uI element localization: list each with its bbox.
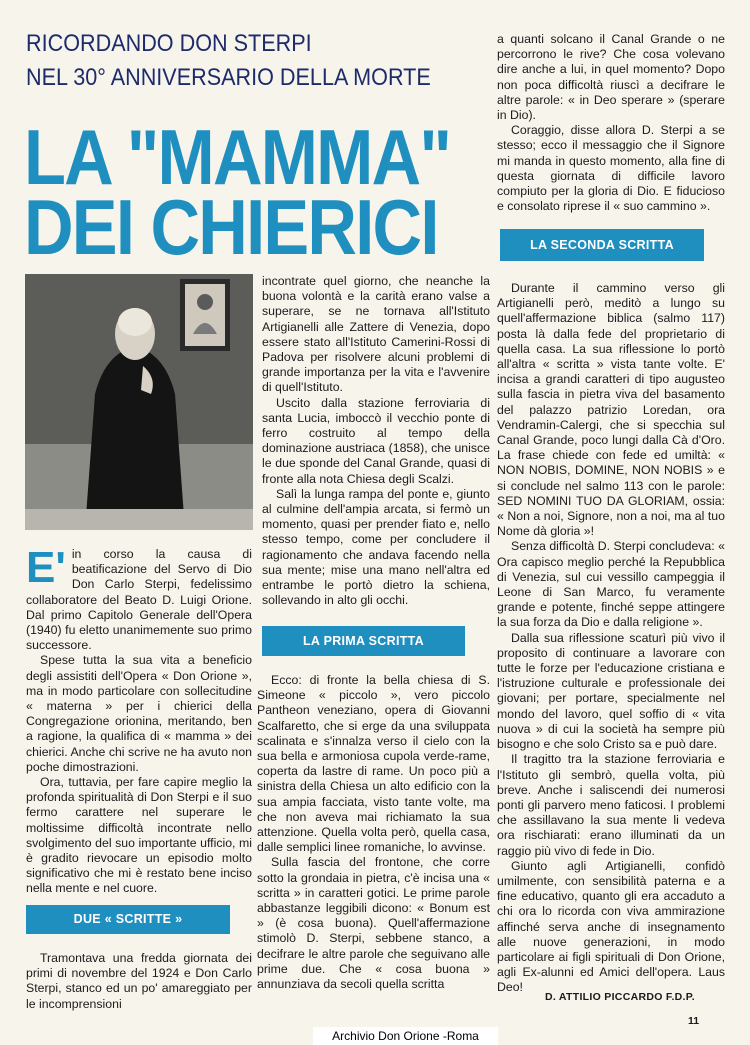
page-number: 11 — [688, 1015, 700, 1027]
col2-paragraph-3: Salì la lunga rampa del ponte e, giunto al culmine dell'ampia arcata, si fermò un momento, quasi per prender fiato e, nello stesso tempo, come per concludere il ragionamento che andava facendo nella sua mente; mise una mano nell'altra ed entrambe le portò dietro la schiena, sollevando in alto gli occhi. — [262, 486, 490, 608]
column-3-bottom — [497, 281, 725, 996]
section-box-due-scritte: DUE « SCRITTE » — [26, 905, 230, 934]
col3-paragraph-6: Il tragitto tra la stazione ferroviaria e l'Istituto gli sembrò, quella volta, più breve. Anche i saliscendi dei numerosi ponti gli parvero meno faticosi. I problemi che assillavano la sua mente li vedeva ora rischiarati: erano illuminati da un raggio più vivo di fede in Dio. — [497, 752, 725, 858]
col2-paragraph-4: Ecco: di fronte la bella chiesa di S. Simeone « piccolo », vero piccolo Pantheon veneziano, opera di Giovanni Scalfaretto, che si erge da una sviluppata scalinata e s'innalza verso il cielo con la sua bella e armoniosa cupola verde-rame, coperta da lastre di rame. Un poco più a sinistra della Chiesa un alto edificio con la sua ampia facciata, visto tante volte, ma che non aveva mai richiamato la sua attenzione. Quella volta però, quella casa, dalle semplici linee romaniche, lo avvinse. — [257, 673, 490, 855]
don-sterpi-photo — [25, 274, 253, 530]
col3-paragraph-2: Coraggio, disse allora D. Sterpi a se stesso; ecco il messaggio che il Signore mi manda in questo momento, alla fine di questa giornata di difficile lavoro compiuto per la gloria di Dio. E fiducioso e consolato riprese il « suo cammino ». — [497, 123, 725, 214]
col3-paragraph-7: Giunto agli Artigianelli, confidò umilmente, con sensibilità paterna e a fine educativo, quanto gli era accaduto a chi ora lo ricorda con viva ammirazione affinché serva anche di insegnamento alle nuove generazioni, in modo particolare ai figli spirituali di Don Orione, agli Ex-alunni ed Amici dell'opera. Laus Deo! — [497, 858, 725, 995]
column-3 — [497, 32, 725, 214]
column-1-bottom — [26, 951, 252, 1012]
col3-paragraph-1: a quanti solcano il Canal Grande o ne percorrono le rive? Che cosa volevano dire anche a lui, in quel momento? Dopo non poca difficoltà riuscì a decifrare le altre parole: « in Deo sperare » (sperare in Dio). — [497, 32, 725, 123]
column-2 — [262, 274, 490, 608]
kicker-line-2: NEL 30° ANNIVERSARIO DELLA MORTE — [26, 64, 431, 91]
col1-paragraph-3: Ora, tuttavia, per fare capire meglio la profonda spiritualità di Don Sterpi e il suo fermo carattere nel superare le moltissime difficoltà incontrate nello svolgimento del suo importante ufficio, mi è gradito rievocare un episodio molto significativo che mi è restato bene inciso nella mente e nel cuore. — [26, 775, 252, 896]
col2-paragraph-2: Uscito dalla stazione ferroviaria di santa Lucia, imboccò il vecchio ponte di ferro costruito al tempo della dominazione austriaca (1858), che unisce le due sponde del Canal Grande, quasi di fronte alla nota Chiesa degli Scalzi. — [262, 395, 490, 486]
col1-paragraph-2: Spese tutta la sua vita a beneficio degli assistiti dell'Opera « Don Orione », ma in modo particolare con sollecitudine « materna » per i chierici della Congregazione orionina, meritando, ben a ragione, la qualifica di « mamma » dei chierici. Anche chi scrive ne ha avuto non poche dimostrazioni. — [26, 653, 252, 774]
section-box-seconda-scritta: LA SECONDA SCRITTA — [500, 229, 704, 261]
col2-paragraph-1: incontrate quel giorno, che neanche la buona volontà e la carità erano valse a superare, se ne tornava all'Istituto Artigianelli alle Zattere di Venezia, dopo essere stato all'Istituto Camerini-Rossi di Padova per risolvere alcuni problemi di grande importanza per la vita e l'avvenire di quell'Istituto. — [262, 274, 490, 395]
section-box-prima-scritta: LA PRIMA SCRITTA — [262, 626, 465, 656]
column-1 — [26, 543, 252, 897]
archive-footer: Archivio Don Orione -Roma — [313, 1027, 498, 1045]
col1-paragraph-4: Tramontava una fredda giornata dei primi di novembre del 1924 e Don Carlo Sterpi, stanco ed un po' amareggiato per le incomprensioni — [26, 951, 252, 1011]
col3-paragraph-3: Durante il cammino verso gli Artigianelli però, meditò a lungo su quell'affermazione biblica (salmo 117) posta là dalla fede del proprietario di quella casa. La sua riflessione lo portò all'altra « scritta » vista tante volte. E' incisa a grandi caratteri di tipo augusteo sulla fascia in pietra viva del basamento del palazzo patrizio Loredan, ora Vendramin-Calergi, che si specchia sul Canal Grande, poco lungi dalla Cà d'Oro. La frase chiede con fede ed umiltà: « NON NOBIS, DOMINE, NON NOBIS » e si conclude nel salmo 113 con le parole: SED NOMINI TUO DA GLORIAM, ossia: « Non a noi, Signore, non a noi, ma al tuo Nome dà gloria »! — [497, 281, 725, 539]
headline-line-2: DEI CHIERICI — [24, 183, 438, 271]
author-signature: D. ATTILIO PICCARDO F.D.P. — [545, 991, 695, 1003]
col2-paragraph-5: Sulla fascia del frontone, che corre sotto la grondaia in pietra, c'è incisa una « scritta » in caratteri gotici. Le prime parole abbastanze leggibili dicono: « Bonum est » (è cosa buona). Quell'affermazione stimolò D. Sterpi, sebbene stanco, a decifrare le altre parole che seguivano alle prime due. Che « cosa buona » annunziava da secoli quella scritta — [257, 855, 490, 992]
drop-cap: E' — [26, 543, 66, 592]
column-2-bottom — [257, 673, 490, 992]
headline-line-1: LA "MAMMA" — [24, 113, 451, 201]
kicker-line-1: RICORDANDO DON STERPI — [26, 30, 312, 57]
col1-paragraph-1: E' in corso la causa di beatificazione del Servo di Dio Don Carlo Sterpi, fedelissimo collaboratore del Beato D. Luigi Orione. Dal primo Capitolo Generale dell'Opera (1940) fu eletto unanimemente suo primo successore. — [26, 543, 252, 653]
col3-paragraph-5: Dalla sua riflessione scaturì più vivo il proposito di continuare a lavorare con tutte le forze per l'educazione cristiana e l'istruzione culturale e professionale dei giovani; per portare, specialmente nel mondo del lavoro, quel soffio di « vita nuova » di cui la società ha sempre più bisogno e che solo Cristo sa e può dare. — [497, 630, 725, 752]
col3-paragraph-4: Senza difficoltà D. Sterpi concludeva: « Ora capisco meglio perché la Repubblica di Venezia, sul cui vessillo campeggia il Leone di San Marco, fu veramente grande e potente, finché seppe attingere la sua forza da Dio e dalla religione ». — [497, 539, 725, 630]
